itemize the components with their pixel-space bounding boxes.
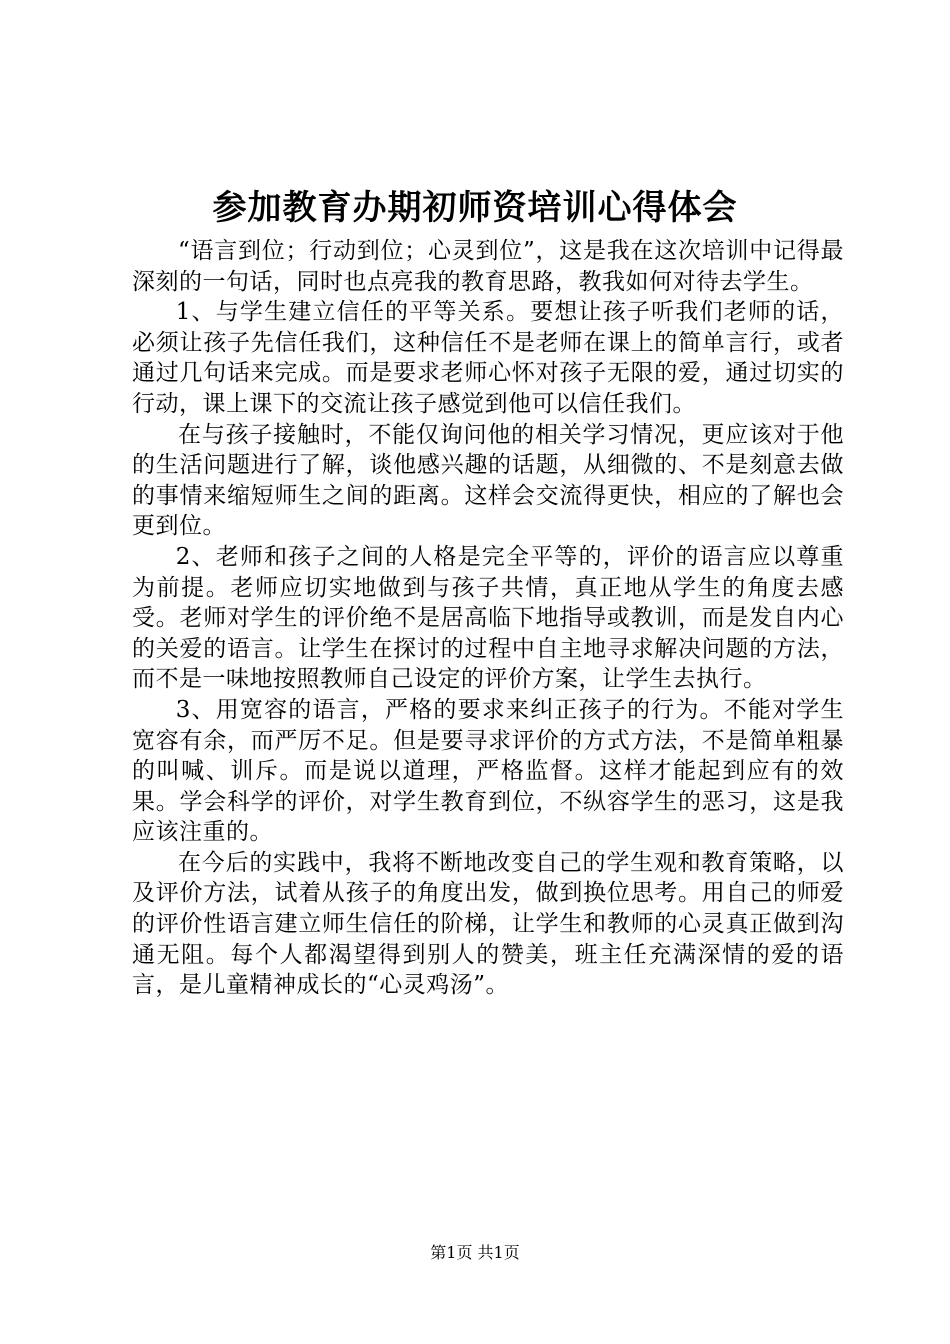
paragraph-point-1-detail: 在与孩子接触时，不能仅询问他的相关学习情况，更应该对于他的生活问题进行了解，谈他感兴趣的话题，从细微的、不是刻意去做的事情来缩短师生之间的距离。这样会交流得更快，相应的了解也会更到位。 [132, 421, 844, 540]
page-footer: 第1页 共1页 [430, 1243, 520, 1262]
paragraph-intro: “语言到位；行动到位；心灵到位”，这是我在这次培训中记得最深刻的一句话，同时也点亮我的教育思路，教我如何对待去学生。 [132, 238, 844, 295]
paragraph-point-2: 2、老师和孩子之间的人格是完全平等的，评价的语言应以尊重为前提。老师应切实地做到与孩子共情，真正地从学生的角度去感受。老师对学生的评价绝不是居高临下地指导或教训，而是发自内心的关爱的语言。让学生在探讨的过程中自主地寻求解决问题的方法，而不是一味地按照教师自己设定的评价方案，让学生去执行。 [132, 543, 844, 693]
paragraph-conclusion: 在今后的实践中，我将不断地改变自己的学生观和教育策略，以及评价方法，试着从孩子的角度出发，做到换位思考。用自己的师爱的评价性语言建立师生信任的阶梯，让学生和教师的心灵真正做到沟通无阻。每个人都渴望得到别人的赞美，班主任充满深情的爱的语言，是儿童精神成长的“心灵鸡汤”。 [132, 849, 844, 999]
paragraph-point-3: 3、用宽容的语言，严格的要求来纠正孩子的行为。不能对学生宽容有余，而严厉不足。但是要寻求评价的方式方法，不是简单粗暴的叫喊、训斥。而是说以道理，严格监督。这样才能起到应有的效果。学会科学的评价，对学生教育到位，不纵容学生的恶习，这是我应该注重的。 [132, 696, 844, 846]
document-body [132, 236, 844, 1001]
paragraph-point-1: 1、与学生建立信任的平等关系。要想让孩子听我们老师的话，必须让孩子先信任我们，这种信任不是老师在课上的简单言行，或者通过几句话来完成。而是要求老师心怀对孩子无限的爱，通过切实的行动，课上课下的交流让孩子感觉到他可以信任我们。 [132, 299, 844, 417]
document-title: 参加教育办期初师资培训心得体会 [212, 188, 738, 228]
